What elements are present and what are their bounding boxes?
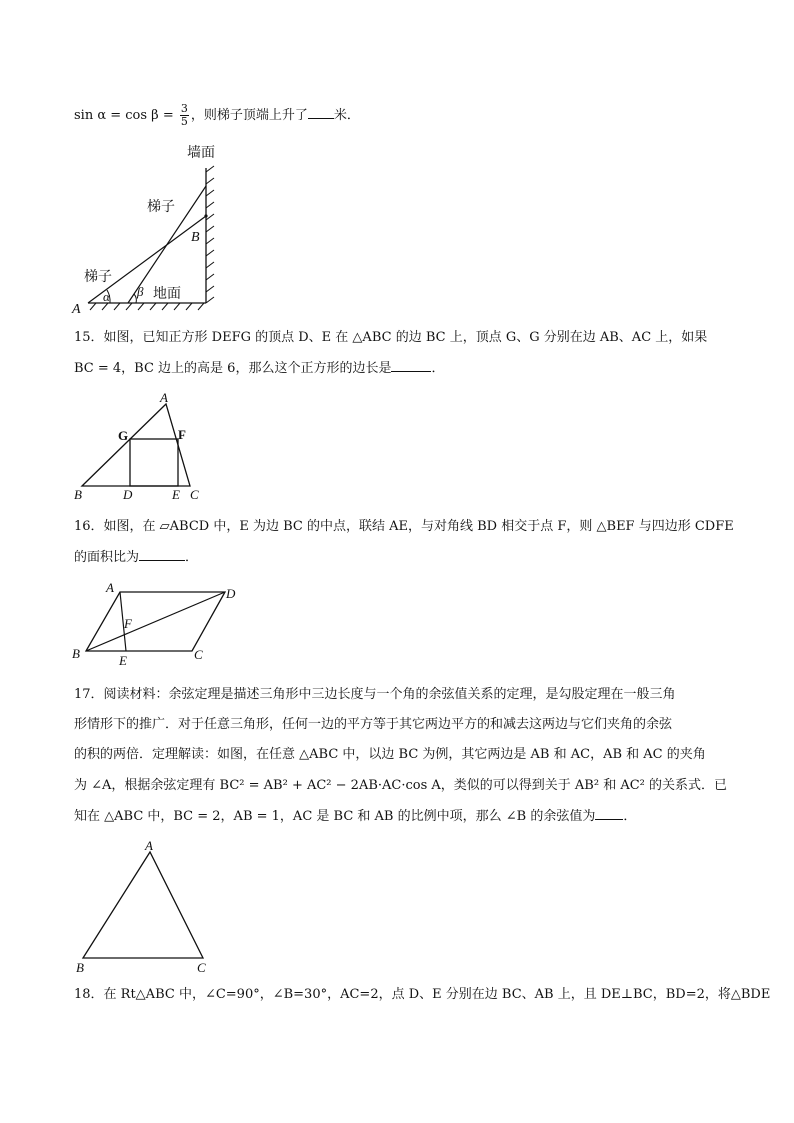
q16-answer-blank[interactable] — [139, 548, 185, 561]
q14-label-A: A — [72, 302, 81, 317]
q16-line1: 16．如图，在 ▱ABCD 中，E 为边 BC 的中点，联结 AE，与对角线 BD 相交于点 F，则 △BEF 与四边形 CDFE — [74, 519, 734, 534]
q14-ground-hatch — [90, 303, 204, 310]
q14-label-beta: β — [137, 284, 144, 299]
q14-label-ladder2: 梯子 — [84, 269, 112, 285]
q14-answer-blank[interactable] — [308, 106, 334, 119]
q14-label-wall: 墙面 — [187, 145, 215, 161]
q17-triangle — [83, 852, 203, 958]
q15-triangle — [82, 404, 190, 486]
q14-text — [74, 103, 360, 128]
q17-answer-blank[interactable] — [595, 807, 623, 820]
q16-figure — [70, 580, 240, 670]
q14-fraction — [180, 103, 189, 128]
q17-line5 — [74, 807, 636, 827]
q15-line2b: ． — [431, 361, 445, 376]
q15-label-G: G — [118, 428, 129, 443]
q14-suffix-b: 米． — [333, 108, 360, 123]
q14-suffix-a: ，则梯子顶端上升了 — [190, 108, 308, 123]
q15-answer-blank[interactable] — [391, 359, 431, 372]
q17-line2: 形情形下的推广．对于任意三角形，任何一边的平方等于其它两边平方的和减去这两边与它们夹角的余弦 — [74, 717, 673, 732]
q16-diagonal-BD — [86, 592, 225, 651]
q16-label-E: E — [119, 653, 127, 668]
q14-beta-arc — [134, 294, 136, 303]
q16-label-D: D — [226, 586, 236, 601]
q16-line2b: ． — [185, 550, 199, 565]
q15-line2a: BC = 4，BC 边上的高是 6，那么这个正方形的边长是 — [74, 361, 392, 376]
q15-figure — [70, 390, 210, 505]
q15-line2 — [74, 359, 444, 379]
q18-line1: 18．在 Rt△ABC 中，∠C=90°，∠B=30°，AC=2，点 D、E 分别在边 BC、AB 上，且 DE⊥BC，BD=2，将△BDE — [74, 987, 771, 1002]
q17-line3: 的积的两倍．定理解读：如图，在任意 △ABC 中，以边 BC 为例，其它两边是 AB 和 AC，AB 和 AC 的夹角 — [74, 747, 706, 762]
q16-label-F: F — [124, 616, 132, 631]
q16-line2a: 的面积比为 — [74, 550, 140, 565]
q16-label-C: C — [194, 647, 203, 662]
q15-label-C: C — [190, 487, 199, 502]
q14-ladder-figure — [70, 138, 240, 318]
q17-label-A: A — [145, 838, 153, 853]
q14-label-ground: 地面 — [153, 286, 181, 302]
q15-label-A: A — [160, 390, 168, 405]
q14-point-B — [204, 214, 207, 217]
q17-figure — [70, 838, 220, 978]
q16-label-B: B — [72, 646, 80, 661]
q14-prefix: sin α = cos β = — [74, 108, 174, 123]
q14-label-B: B — [191, 230, 200, 245]
q16-line2 — [74, 548, 198, 568]
q14-label-alpha: α — [103, 289, 110, 304]
q15-line1: 15．如图，已知正方形 DEFG 的顶点 D、E 在 △ABC 的边 BC 上，顶点 G、G 分别在边 AB、AC 上，如果 — [74, 330, 708, 345]
q14-frac-num: 3 — [180, 102, 188, 115]
q17-line5a: 知在 △ABC 中，BC = 2，AB = 1，AC 是 BC 和 AB 的比例中项，那么 ∠B 的余弦值为 — [74, 809, 596, 824]
q14-wall-hatch — [206, 166, 214, 303]
q15-square — [130, 439, 178, 486]
q17-line1: 17．阅读材料：余弦定理是描述三角形中三边长度与一个角的余弦值关系的定理，是勾股定理在一般三角 — [74, 687, 676, 702]
q17-line4: 为 ∠A，根据余弦定理有 BC² = AB² + AC² − 2AB·AC·cos A，类似的可以得到关于 AB² 和 AC² 的关系式．已 — [74, 778, 728, 793]
q17-line5b: ． — [623, 809, 637, 824]
q15-label-B: B — [74, 487, 82, 502]
q16-label-A: A — [106, 580, 114, 595]
q14-label-ladder1: 梯子 — [147, 199, 175, 215]
q17-label-C: C — [197, 960, 206, 975]
q14-frac-den: 5 — [180, 115, 188, 128]
q17-label-B: B — [76, 960, 84, 975]
q15-label-E: E — [172, 487, 180, 502]
q15-label-F: F — [178, 427, 186, 442]
q15-label-D: D — [123, 487, 133, 502]
